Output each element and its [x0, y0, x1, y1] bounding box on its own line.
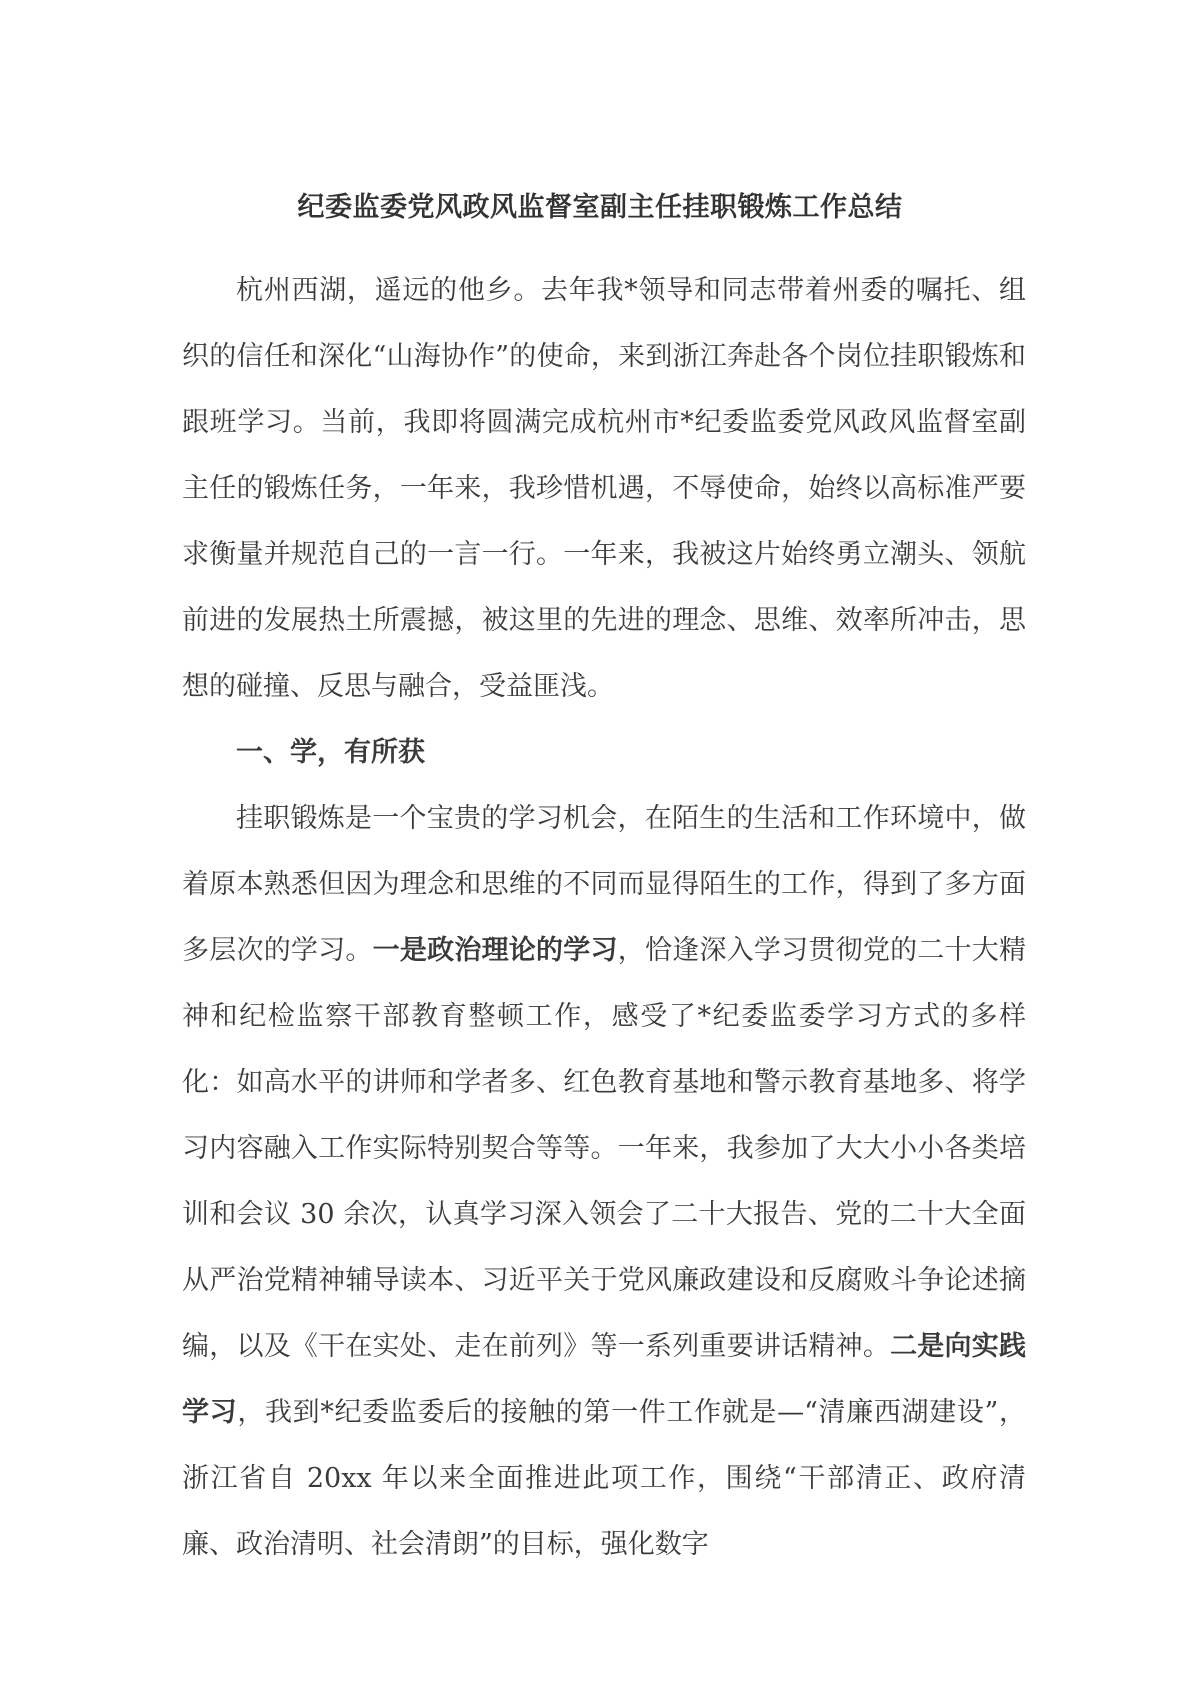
paragraph-text: ，恰逢深入学习贯彻党的二十大精神和纪检监察干部教育整顿工作，感受了*纪委监委学习方式的多样化：如高水平的讲师和学者多、红色教育基地和警示教育基地多、将学习内容融入工作实际特别契合等等。一年来，我参加了大大小小各类培训和会议 30 余次，认真学习深入领会了二十大报告、党的二十大全面从严治党精神辅导读本、习近平关于党风廉政建设和反腐败斗争论述摘编，以及《干在实处、走在前列》等一系列重要讲话精神。 — [182, 935, 1027, 1362]
paragraph-text: ，我到*纪委监委后的接触的第一件工作就是—“清廉西湖建设”，浙江省自 20xx 年以来全面推进此项工作，围绕“干部清正、政府清廉、政治清明、社会清朗”的目标，强化数字 — [182, 1397, 1026, 1560]
section-1-paragraph — [182, 786, 1026, 1578]
document-body — [182, 258, 1026, 1578]
document-title: 纪委监委党风政风监督室副主任挂职锻炼工作总结 — [297, 192, 903, 223]
bold-phrase-practice: 二是向实践学习 — [182, 1331, 1027, 1428]
section-heading-1: 一、学，有所获 — [236, 737, 425, 768]
intro-paragraph: 杭州西湖，遥远的他乡。去年我*领导和同志带着州委的嘱托、组织的信任和深化“山海协作”的使命，来到浙江奔赴各个岗位挂职锻炼和跟班学习。当前，我即将圆满完成杭州市*纪委监委党风政风监督室副主任的锻炼任务，一年来，我珍惜机遇，不辱使命，始终以高标准严要求衡量并规范自己的一言一行。一年来，我被这片始终勇立潮头、领航前进的发展热土所震撼，被这里的先进的理念、思维、效率所冲击，思想的碰撞、反思与融合，受益匪浅。 — [182, 275, 1026, 702]
paragraph-text: 挂职锻炼是一个宝贵的学习机会，在陌生的生活和工作环境中，做着原本熟悉但因为理念和思维的不同而显得陌生的工作，得到了多方面多层次的学习。 — [182, 803, 1026, 966]
bold-phrase-political-theory: 一是政治理论的学习 — [372, 935, 618, 966]
